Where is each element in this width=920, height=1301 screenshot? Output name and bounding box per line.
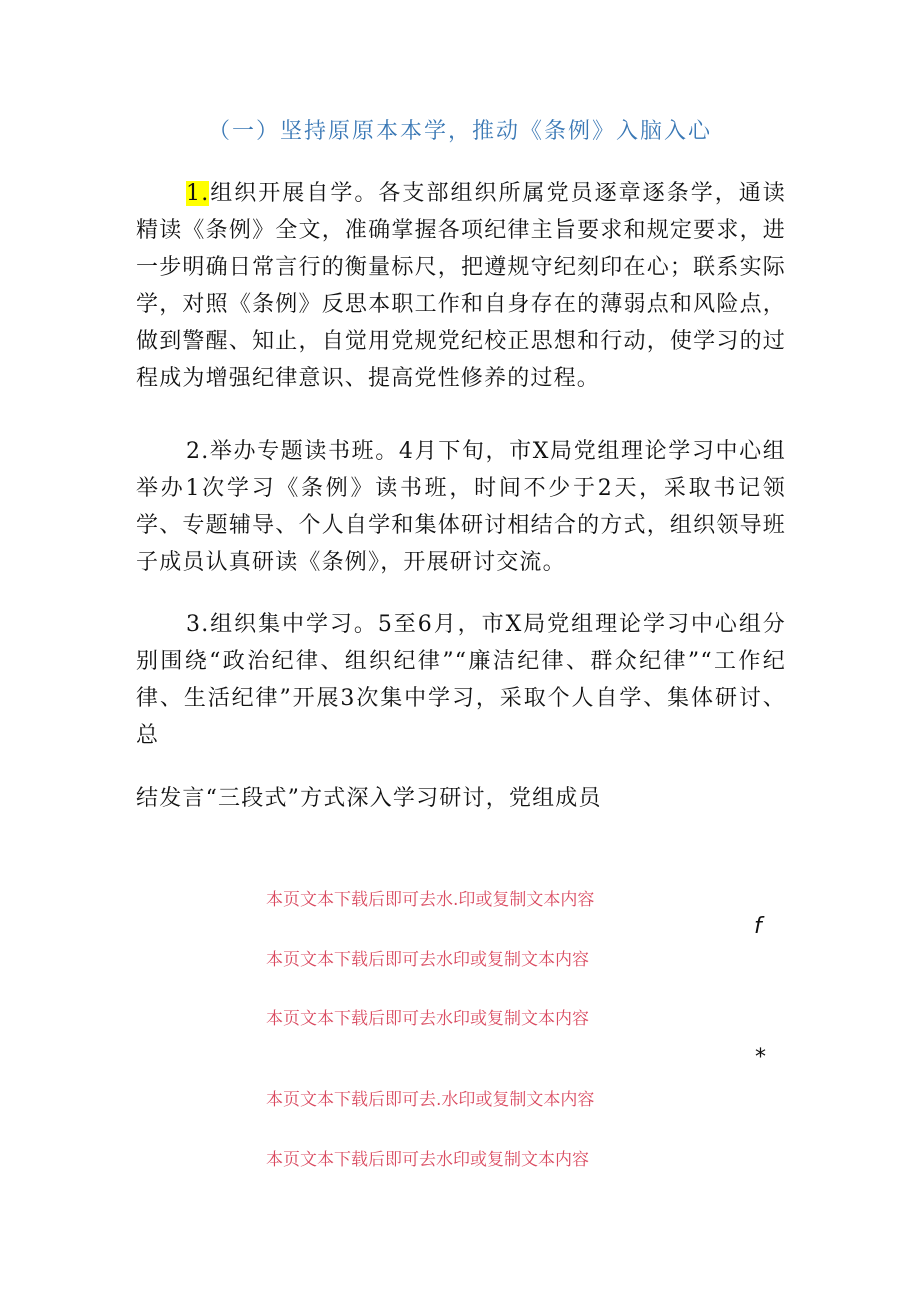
paragraph-tail: 结发言“三段式”方式深入学习研讨，党组成员 <box>136 786 602 811</box>
paragraph-2 <box>136 433 786 581</box>
paragraph-1-number: 1. <box>186 181 210 206</box>
section-heading: （一）坚持原原本本学，推动《条例》入脑入心 <box>207 119 712 144</box>
stray-mark-asterisk: * <box>755 1045 766 1070</box>
watermark-line-3: 本页文本下载后即可去水印或复制文本内容 <box>266 1009 589 1029</box>
paragraph-2-text: 举办专题读书班。4月下旬，市X局党组理论学习中心组举办1次学习《条例》读书班，时间不少于2天，采取书记领学、专题辅导、个人自学和集体研讨相结合的方式，组织领导班子成员认真研读《条例》，开展研讨交流。 <box>136 439 786 575</box>
paragraph-1-text: 组织开展自学。各支部组织所属党员逐章逐条学，通读精读《条例》全文，准确掌握各项纪律主旨要求和规定要求，进一步明确日常言行的衡量标尺，把遵规守纪刻印在心；联系实际学，对照《条例》反思本职工作和自身存在的薄弱点和风险点，做到警醒、知止，自觉用党规党纪校正思想和行动，使学习的过程成为增强纪律意识、提高党性修养的过程。 <box>136 181 786 391</box>
paragraph-3 <box>136 606 786 754</box>
watermark-line-5: 本页文本下载后即可去水印或复制文本内容 <box>266 1150 589 1170</box>
paragraph-2-number: 2. <box>186 439 210 464</box>
watermark-line-2: 本页文本下载后即可去水印或复制文本内容 <box>266 950 589 970</box>
paragraph-1 <box>136 175 786 397</box>
watermark-line-1: 本页文本下载后即可去水.印或复制文本内容 <box>266 890 595 910</box>
watermark-line-4: 本页文本下载后即可去.水印或复制文本内容 <box>266 1090 595 1110</box>
paragraph-3-number: 3. <box>186 612 210 637</box>
paragraph-3-text: 组织集中学习。5至6月，市X局党组理论学习中心组分别围绕“政治纪律、组织纪律”“廉洁纪律、群众纪律”“工作纪律、生活纪律”开展3次集中学习，采取个人自学、集体研讨、总 <box>136 612 786 748</box>
stray-mark-f: f <box>754 914 762 939</box>
